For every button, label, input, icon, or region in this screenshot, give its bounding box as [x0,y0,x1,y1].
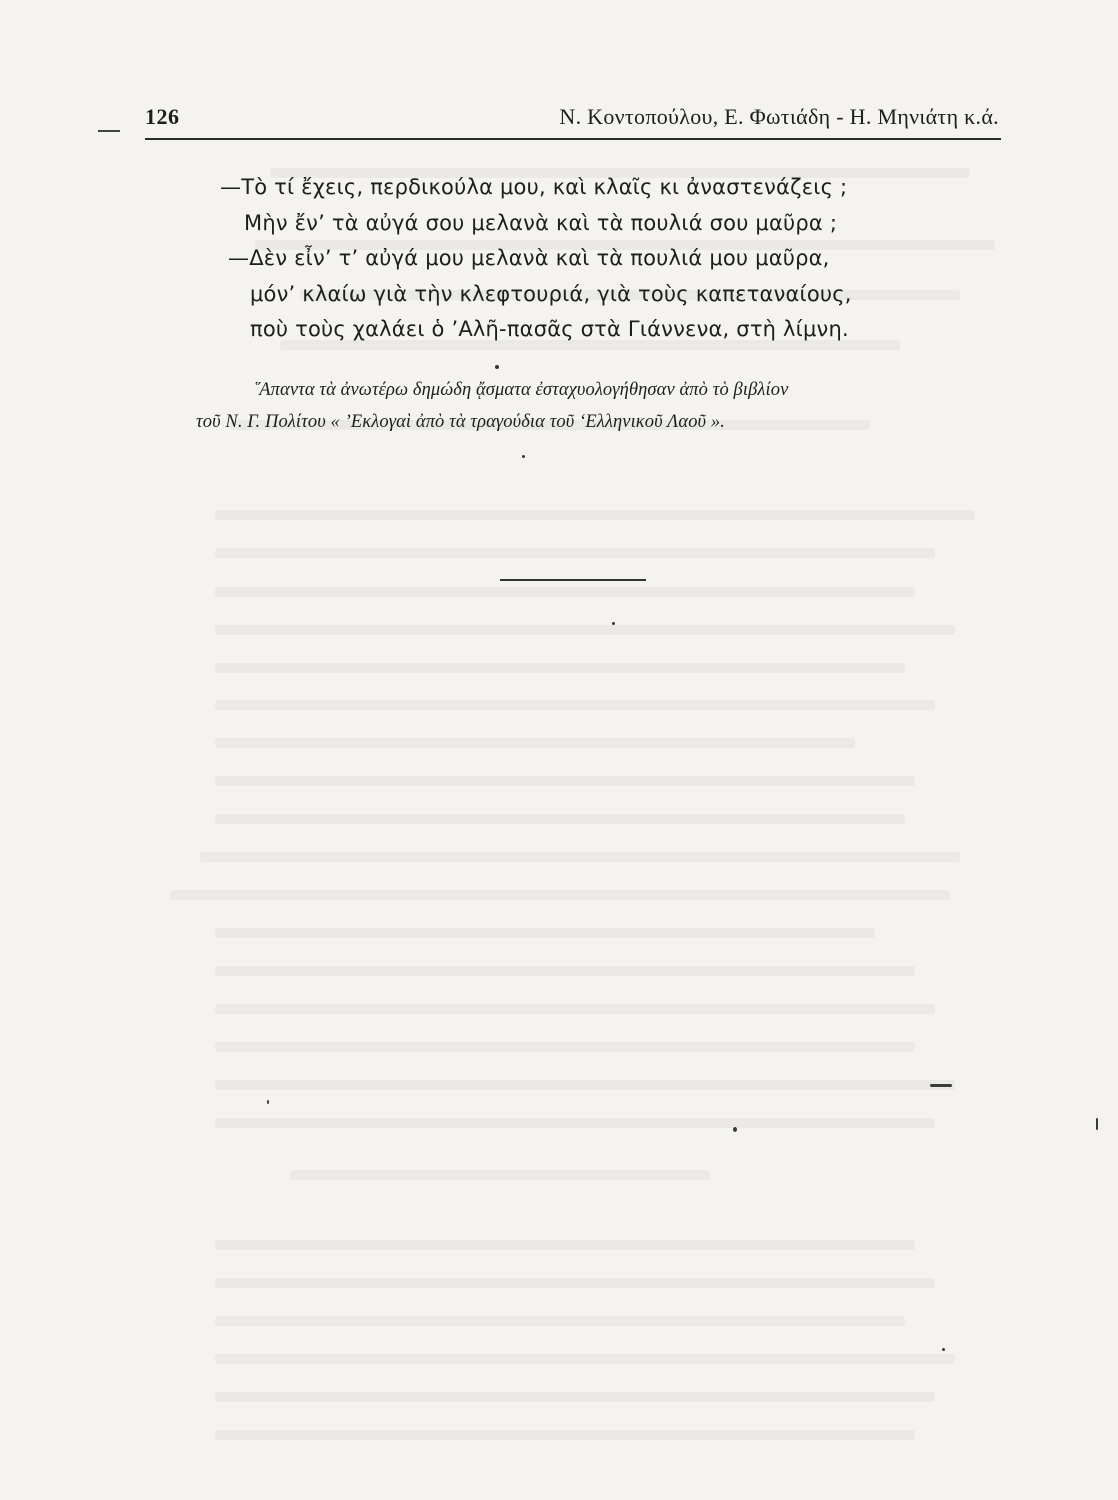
poem-stanza [196,170,1016,348]
page-header [145,102,1001,140]
verse-line: μόν’ κλαίω γιὰ τὴν κλεφτουριά, γιὰ τοὺς καπεταναίους, [250,281,852,306]
source-note-line: ῞Απαντα τὰ ἀνωτέρω δημώδη ᾄσματα ἐσταχυολογήθησαν ἀπὸ τὸ βιβλίον [253,380,789,400]
verse-line: —Τὸ τί ἔχεις, περδικούλα μου, καὶ κλαῖς κι ἀναστενάζεις ; [220,175,848,199]
dot-ornament [495,365,499,369]
verse-line: ποὺ τοὺς χαλάει ὁ ’Αλῆ-πασᾶς στὰ Γιάννενα, στὴ λίμνη. [250,317,849,341]
page-number: 126 [145,104,180,129]
margin-mark [98,130,120,132]
source-note-line: τοῦ Ν. Γ. Πολίτου « ’Εκλογαὶ ἀπὸ τὰ τραγούδια τοῦ ‘Ελληνικοῦ Λαοῦ ». [196,412,725,432]
verse-line: —Δὲν εἶν’ τ’ αὐγά μου μελανὰ καὶ τὰ πουλιά μου μαῦρα, [228,246,830,270]
running-head: Ν. Κοντοπούλου, Ε. Φωτιάδη - Η. Μηνιάτη κ.ά. [559,104,999,129]
source-note [196,374,1016,438]
verse-line: Μὴν ἔν’ τὰ αὐγά σου μελανὰ καὶ τὰ πουλιά σου μαῦρα ; [244,210,838,235]
section-divider [500,579,646,581]
